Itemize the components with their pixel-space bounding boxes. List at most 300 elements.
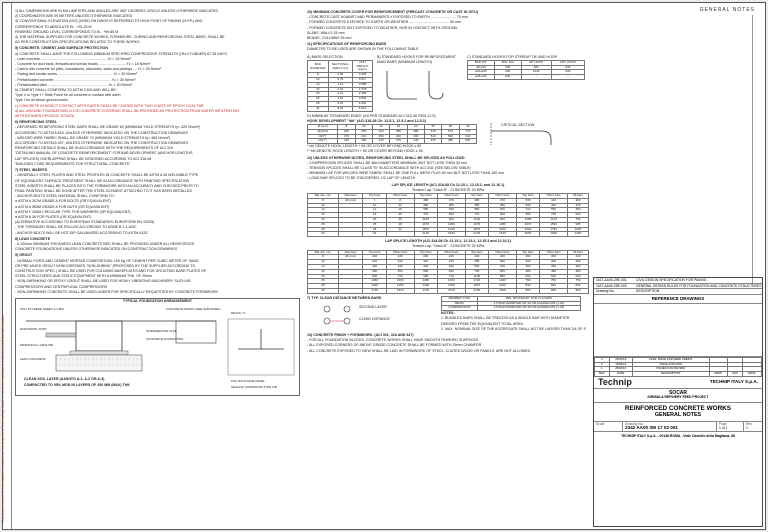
lap1-cell: 600 — [489, 213, 517, 218]
notes-column-1 — [15, 9, 300, 396]
note-line: 5) CONCRETE, CEMENT AND SURFACE PROTECTION — [15, 46, 108, 51]
title-block-footer: TECHNIP ITALY S.p.A. - 00148 ROMA - Viale Castello della Magliana, 68 — [621, 433, 735, 438]
lap1-cell: 480 — [414, 198, 437, 203]
revision-cell: DATE — [609, 372, 632, 377]
lap2-cell: 1310 — [437, 288, 465, 293]
note-line: - THE THREADED SHALL BE ROLLED ACCORDING TO ASME B 1.1-UNC — [15, 225, 137, 230]
lap1-cell: 480 — [414, 203, 437, 208]
lap2-cell: 1060 — [386, 279, 414, 284]
notes-list-2 — [307, 10, 589, 53]
revision-cell: FINAL ISSUE FOR FEED CREDIT — [632, 357, 709, 362]
ldh-note: ** ldh DENOTE HOOK LENGTH + 50 OR COVER BEYOND HOOK ≥ 50 — [307, 149, 423, 154]
ldh-table-cell: 215 — [372, 139, 389, 144]
bar-selection-block — [307, 55, 373, 112]
lap1-cell: 20 — [386, 213, 414, 218]
lap1-cell: 2320 — [516, 227, 539, 232]
lap2-cell: 710 — [386, 274, 414, 279]
bar-table-cell: 0.617 — [353, 78, 373, 83]
clear-distance-row — [442, 306, 581, 311]
lap1-cell: 2040 — [540, 232, 568, 237]
project-name: KIRIBALA REFINERY FEED PROJECT — [647, 395, 709, 400]
lap1-cell: 1440 — [489, 227, 517, 232]
lap1-cell: 12 — [386, 203, 414, 208]
clear-distance-cell: COMPRESSION — [442, 306, 478, 311]
lap1-cell: 16 — [308, 213, 339, 218]
lap1-header: Other bars — [386, 194, 414, 199]
lap1-cell: 1790 — [540, 227, 568, 232]
ldh-table-header: 16 — [390, 125, 407, 130]
clear-distance-cell: MIN. BOUNDARY FOR 2 LAYERS — [477, 296, 580, 301]
note-line: ACCORDING TO ASTM A 615, UNLESS OTHERWISE INDICATED ON THE CONSTRUCTION DRAWINGS — [15, 130, 188, 135]
lap1-cell: 1440 — [437, 227, 465, 232]
clear-distance-cell: BEAM — [442, 301, 478, 306]
hook-development-table — [307, 124, 477, 144]
bar-table-cell: 8.04 — [328, 106, 353, 111]
lap1-cell: 750 — [567, 218, 588, 223]
note-line: SLABS, WALLS 25 mm — [307, 30, 345, 35]
ldh-table-header: 10 — [355, 125, 372, 130]
bar-table-cell: 6.16 — [328, 102, 353, 107]
scale-cell — [594, 422, 623, 431]
note-line: - FORMED CONCRETE EXPOSED TO EARTH OR WEATHER ........................................ 50 mm — [307, 20, 462, 25]
lap-splice-table-20mpa — [307, 193, 589, 237]
note-line: 7) STEEL INSERTS — [15, 168, 48, 173]
lap2-cell: 890 — [489, 274, 517, 279]
lap2-cell: 2140 — [465, 288, 488, 293]
bar-table-cell: 8 — [308, 73, 329, 78]
lap1-subtitle: Tension Lap "Class B" - CONCRETE 20 MPa — [411, 187, 485, 192]
ldh-table-header: 25 — [424, 125, 441, 130]
lap1-header: Diameter — [338, 194, 362, 199]
finish-note-line: - ALL CONCRETE EXPOSED TO VIEW SHALL BE LAID IN FORMWORK OF STEEL, COATED WOOD OR PANELS, ARE NOT ALLOWED — [307, 348, 531, 353]
lap2-cell: 300 — [540, 255, 568, 260]
note-line: - Paving and similar works ....................................................... f'c = 30 N/mm² — [15, 72, 138, 77]
lap1-cell: 1050 — [567, 227, 588, 232]
note-line: - DEFORMED REINFORCING STEEL BARS SHALL BE GRADE 60 (MINIMUM YIELD STRENGTH fy= 420 N/mm²) — [15, 125, 201, 130]
revision-row — [595, 372, 762, 377]
lap2-cell: 750 — [516, 279, 539, 284]
spec-number: Drawing No. — [596, 289, 615, 294]
bar-table-cell: 1.13 — [328, 82, 353, 87]
lap1-cell — [338, 232, 362, 237]
note-line: a) CONCRETE SHALL HAVE THE FOLLOWING MINIMUM SPECIFIED COMPRESSIVE STRENGTH (ON CYLINDER) AT 28 DAYS: — [15, 51, 228, 56]
ldh-table-cell: 640 — [459, 134, 476, 139]
lap2-header: All bars — [567, 250, 588, 255]
clear-distance-cell: 1.5 BAR DIAMETER OR 40 OR AGGREGATE (1.33) — [477, 306, 580, 311]
lap1-cell: 460 — [540, 203, 568, 208]
clear-distance-note: DERIVED FROM THE EQUIVALENT TOTAL AREA. — [441, 321, 524, 326]
finish-note-line: - FOR ALL FOUNDATION BLOCKS, CONCRETE WORKS SHALL HAVE SMOOTH FINISHED SURFACES — [307, 338, 479, 343]
note-line: DIAMETER TO BE USED ARE SHOWN IN THE FOLLOWING TABLE — [307, 47, 419, 52]
bar-table-cell: 10 — [308, 78, 329, 83]
client-logo: SOCAR — [668, 389, 688, 396]
lap1-cell: 32 — [363, 232, 386, 237]
note-line: (ALTERNATIVE ACCORDING TO EUROPEAN STANDARDS: EUROFORM EN-10025) — [15, 220, 155, 225]
lap2-cell: 480 — [540, 269, 568, 274]
revision-cell: ISSUED FOR REVIEW — [632, 367, 709, 372]
ldh-table-row — [308, 139, 477, 144]
spec-number: 1167-AA00-29E-003 — [596, 283, 627, 288]
revision-cell: 25/10/16 — [609, 357, 632, 362]
lap1-cell: 600 — [437, 213, 465, 218]
spec-list — [594, 278, 762, 295]
hook-table-cell: 6db — [494, 70, 521, 75]
lap2-header: Top bars — [516, 250, 539, 255]
note-line: ACCORDING TO ASTM A 497, UNLESS OTHERWISE INDICATED ON THE CONSTRUCTION DRAWINGS. — [15, 141, 189, 146]
hook-table-cell: 6db — [551, 70, 584, 75]
bar-table-cell: 3.853 — [353, 97, 373, 102]
clear-distance-cell: MEMBER TYPE — [442, 296, 478, 301]
lap1-cell: 8 — [308, 198, 339, 203]
lap1-cell: 28 — [386, 222, 414, 227]
lap1-cell: 300 — [567, 198, 588, 203]
lap2-cell: 300 — [567, 260, 588, 265]
lap2-cell: 1490 — [363, 284, 386, 289]
lap1-cell: 1670 — [465, 222, 488, 227]
note-line: COMPRESSORS AND CENTRIFUGAL COMPRESSORS — [15, 284, 108, 289]
hook-table-header: MIN. DIA — [494, 60, 521, 65]
ldh-table-cell: 210 — [355, 134, 372, 139]
general-notes-header: GENERAL NOTES — [699, 7, 755, 13]
bar-table-cell: 4.834 — [353, 102, 373, 107]
note-line: 1) ALL DIMENSIONS ARE IN MILLIMETERS AND ANGLES ARE 360° DEGREES CIRCLE UNLESS OTHERWISE INDICATED — [15, 9, 219, 13]
clear-distance-sketch-wrap — [307, 296, 437, 332]
lap2-cell: 240 — [386, 255, 414, 260]
lap1-header: Top bars — [363, 194, 386, 199]
lap2-cell: 360 — [516, 264, 539, 269]
note-line: 3) CONVENTIONAL ELEVATION (ISO) (USED ON DWGS IS REFERRED TO HIGH POINT OF PAVING (H.P.P.) AND — [15, 19, 203, 24]
lap2-cell: 900 — [363, 274, 386, 279]
lap1-header: Other bars — [489, 194, 517, 199]
page-label: Page — [719, 421, 727, 426]
lap1-cell: 20 — [363, 218, 386, 223]
lap2-cell: 840 — [516, 284, 539, 289]
lap2-header: Top bars — [465, 250, 488, 255]
scale-label: Scale — [596, 421, 605, 426]
lap2-cell: 240 — [465, 255, 488, 260]
lap1-header: Top bars — [516, 194, 539, 199]
splice-note-line: - TENSION SPLICES SHALL BE CLASS "B" IN ACCORDANCE WITH ACI 318, (SEE BELOW TABLE) — [307, 166, 471, 170]
lap2-cell: 1330 — [489, 279, 517, 284]
lap2-cell: 300 — [516, 260, 539, 265]
ldh-table-cell: 770 — [459, 129, 476, 134]
bar-table-cell: 3.14 — [328, 92, 353, 97]
lap1-cell: 1640 — [437, 232, 465, 237]
detail-label: CLEAN SOIL LAYER (AASHTO A-1, A-2 OR A-3) — [24, 376, 105, 381]
note-line: 10) MINIMUM CONCRETE COVER FOR REINFORCEMENT (PRECAST CONCRETE OR CAST IN SITU) — [307, 10, 478, 14]
clear-distance-cell: 1.5 BAR DIAMETER OR 40 OR AGGREGATE (1.33) — [477, 301, 580, 306]
lap1-cell: 10 — [363, 203, 386, 208]
bar-table-cell: 32 — [308, 106, 329, 111]
lap2-cell: 840 — [567, 284, 588, 289]
hook-table-header: BAR NO. — [468, 60, 495, 65]
reference-drawings-label: REFERENCE DRAWINGS — [594, 295, 762, 304]
splice-note-line: 12) UNLESS OTHERWISE NOTED, REINFORCING STEEL SHALL BE SPLICED AS FOLLOWS: — [307, 155, 466, 160]
bar-table-caption: A) BARS SELECTION — [307, 54, 343, 59]
lap2-cell: 20 — [308, 274, 339, 279]
hook-dev-sketch-wrap — [481, 119, 581, 155]
note-line: OF EQUIVALENT SURFACE TREATMENT SHALL BE IN ACCORDANCE WITH PAINTING SPECIFICATION — [15, 178, 190, 183]
lap2-cell: 300 — [516, 255, 539, 260]
bar-table-header: UNIT WEIGHT (kg/m) — [353, 60, 373, 72]
detail-label: DETAIL "1" — [231, 310, 246, 315]
ldh-table-cell: 485 — [442, 139, 459, 144]
lap2-cell: 735 — [465, 269, 488, 274]
splice-note-line: - MINIMUM LAP FOR WELDED WIRE FABRIC SHALL BE ONE FULL MESH PLUS 50 mm BUT NOT LESS THAN 150 mm — [307, 171, 505, 176]
bar-table-cell: 6.313 — [353, 106, 373, 111]
hook-table-cell: 12db — [521, 70, 551, 75]
lap2-cell: 550 — [465, 264, 488, 269]
note-line: FINAL PAINTING SHALL BE DONE AFTER THE STEEL ELEMENT ATTACHED TO IT HAS BEEN INSTALLED — [15, 188, 193, 193]
hook-dev-notes — [307, 144, 477, 154]
lap2-cell: 240 — [437, 255, 465, 260]
ldh-table-cell: 320 — [390, 134, 407, 139]
clear-distance-notes-title: NOTES: — [441, 311, 455, 316]
lap2-cell: 1060 — [437, 279, 465, 284]
lap2-cell: 590 — [363, 269, 386, 274]
reference-drawings-area — [594, 304, 762, 357]
lap2-header: Top bars — [363, 250, 386, 255]
page-number: 1 of 1 — [719, 426, 728, 431]
hook-table-cell: ø28-ø32 — [468, 75, 495, 80]
lap2-cell: 750 — [540, 279, 568, 284]
side-confidentiality-strip — [3, 3, 12, 529]
clear-distance-note: 2. MAX. NOMINAL SIZE OF THE AGGREGATE SHALL NOT BE LARGER THAN 3/4 OF S — [441, 326, 586, 331]
detail-label: INTERMEDIATE SLAB — [146, 328, 177, 333]
lap1-cell: 25 — [308, 222, 339, 227]
note-line: REINFORCING DETAILS SHALL BE IN ACCORDANCE WITH THE REQUIREMENTS OF ACI 315 — [15, 146, 173, 151]
detail-label: POLYETHYLENE PANEL — [231, 378, 266, 383]
lap1-cell: 28 — [308, 227, 339, 232]
note-line: CONSTRUCTION SPEC.) SHALL BE USED FOR COLUMNS BASEPLATES AND FOR GROUTING BASE PLATES OF — [15, 268, 207, 273]
detail-label: EXPANSION JOINT — [20, 326, 47, 331]
lap1-cell: 1280 — [437, 222, 465, 227]
revision-cell: DESCRIPTION — [632, 372, 709, 377]
ldh-table-cell: ldh(**) — [308, 139, 338, 144]
revision-table — [594, 357, 762, 377]
lap1-cell: 1640 — [489, 232, 517, 237]
right-panel — [593, 7, 761, 525]
lap1-cell: 1 — [363, 198, 386, 203]
note-line: OR PRE-MIXED GROUT NONCORRODED "NON-SHRINK" (PROPOSED BY THE SUPPLIER ACCORDING TO — [15, 263, 196, 268]
clear-distance-table-wrap — [441, 295, 586, 332]
note-line: c) CONCRETE IN DIRECT CONTACT WITH EARTH SHALL BE COATED WITH TWO COATS OF EPOXY COAL TAR — [15, 103, 204, 108]
second-layer-label: SECOND LAYER — [359, 305, 387, 310]
note-line: - Cast in situ concrete for piles, foundations, structures, walls and pavings .... f'c = 25 N/mm² — [15, 67, 162, 72]
note-line: - A 100mm MINIMUM THICKNESS LEAN CONCRETE BED SHALL BE PROVIDED UNDER ALL REINFORCED — [15, 241, 195, 246]
splice-note-line: - COMPRESSION SPLICES SHALL BE 48d DIAMETERS MINIMUM, BUT NOT LESS THAN 30 mm — [307, 160, 468, 165]
hook-table-cell: -- — [521, 75, 551, 80]
note-line: STEEL INSERTS SHALL BE PLACED INTO THE FORMWORK WITH AN ACCURACY AND CHECKED PRIOR TO — [15, 183, 199, 188]
ldh-table-cell: 250 — [355, 129, 372, 134]
bar-table-cell: 1.578 — [353, 87, 373, 92]
notes-list-1 — [15, 9, 300, 295]
lap2-header: Diameter — [338, 250, 362, 255]
lap1-cell: 920 — [489, 218, 517, 223]
lap1-cell: 1480 — [516, 218, 539, 223]
ldh-table-cell: 550 — [459, 139, 476, 144]
lap2-cell: 440 — [414, 264, 437, 269]
note-line: - WELDED WIRE FABRIC SHALL BE GRADE 70 (MINIMUM YIELD STRENGTH fy= 485 N/mm²) — [15, 135, 171, 140]
detail-label: SEALING COMPOUND TYPE A/B — [231, 384, 277, 389]
note-line: BEAMS, COLUMNS 35 mm — [307, 36, 352, 41]
clear-distance-block — [307, 296, 589, 332]
lap1-cell: 960 — [516, 213, 539, 218]
note-line: Type II or Type I + Slide Force for all concrete in contact with earth — [15, 93, 121, 98]
critical-section-label: CRITICAL SECTION — [501, 122, 535, 127]
note-line: - NON-SHRINKING CONCRETE SHALL BE USED UNDER FOR SPECIFICALLY REQUESTED BY CONCRETE FORMWORK — [15, 289, 218, 294]
lap2-cell: 1380 — [414, 279, 437, 284]
stirrup-hook-table — [467, 60, 585, 80]
note-line: - ANCHOR BOLTS STEEL MATERIAL SHALL CONFORM TO: — [15, 194, 115, 199]
ldh-table-cell: 180 — [355, 139, 372, 144]
rev-number: 1 — [746, 426, 748, 431]
lap2-cell: 25 — [308, 279, 339, 284]
detail-label: CONCRETE PAVING (SEE SUB.PANEL) — [166, 306, 221, 311]
lap1-cell: 410 — [540, 198, 568, 203]
ldh-table-header: 32 — [459, 125, 476, 130]
revision-strip — [752, 15, 761, 285]
lap1-cell — [386, 232, 414, 237]
revision-cell: 15/06/16 — [609, 362, 632, 367]
lap1-cell: 2140 — [465, 232, 488, 237]
lap2-cell: 840 — [540, 284, 568, 289]
lap1-cell: 12 — [308, 208, 339, 213]
hook-dev-table-wrap — [307, 119, 477, 155]
lap1-cell: 1190 — [465, 218, 488, 223]
ldh-table-header: 8 — [338, 125, 355, 130]
lap1-cell: 450 — [437, 208, 465, 213]
hook-dev-caption: D) MINIMUM "STANDARD ENDS" (AS PER STANDARD ACI 318-08 ITEM 12.5) — [307, 113, 436, 118]
lap1-cell: 920 — [437, 218, 465, 223]
lap2-cell: 32 — [308, 288, 339, 293]
lap2-cell: 28 — [308, 284, 339, 289]
lap1-cell: 25 — [363, 222, 386, 227]
lap2-subtitle: Tension Lap "Class B" - CONCRETE 25 MPa — [411, 244, 485, 249]
hook-table-cell: 6db — [521, 65, 551, 70]
lap2-title: LAP SPLICE LENGTH (ACI 318-08 Ch 12.15.1, 12.15.2, 12.15.3 and 12.16.1) — [385, 239, 511, 244]
drawing-subtitle: GENERAL NOTES — [654, 411, 702, 418]
lap-splice-table-2-block — [307, 239, 589, 294]
lap1-header: Other bars — [437, 194, 465, 199]
lap2-cell: 310 — [363, 260, 386, 265]
note-line: 8) LEAN CONCRETE — [15, 236, 51, 241]
ldh-note: * ldh DENOTE HOOK LENGTH + 65 OR COVER BEYOND HOOK ≥ 50 — [307, 144, 422, 149]
lap2-cell: 1440 — [489, 284, 517, 289]
ldh-table-cell: 300 — [372, 129, 389, 134]
bar-table-cell: 4.91 — [328, 97, 353, 102]
lap1-cell: 480 — [465, 198, 488, 203]
lap1-cell: 380 — [489, 203, 517, 208]
detail-label: CONCRETE FOUNDATION — [146, 336, 184, 341]
lap1-cell: 1870 — [414, 227, 437, 232]
note-line: - Prefabricated concrete ......................................................... f'c = 30 N/mm² — [15, 77, 136, 82]
note-line: CONCRETE FOUNDATIONS UNLESS OTHERWISE INDICATED ON CONSTRUCTION DRAWINGS — [15, 247, 178, 252]
lap2-cell: 360 — [567, 264, 588, 269]
lap2-cell: 590 — [414, 269, 437, 274]
detail-label: POLYSTYRENE SHEET 2-4 MM — [20, 306, 64, 311]
lap1-header: Other bars — [540, 194, 568, 199]
finish-note-line: 13) CONCRETE FINISH + FORMWORK: (ACI 301, 318 AND 347) — [307, 332, 414, 337]
clear-distance-table — [441, 296, 581, 311]
ldh-table-cell: 400 — [407, 134, 424, 139]
spec-title: DESCRIPTION — [636, 289, 660, 294]
hook-development-block — [307, 114, 589, 155]
bar-table-header: BAR DIAMETER — [308, 60, 329, 72]
ldh-table-cell: 345 — [407, 139, 424, 144]
lap1-cell: 370 — [437, 198, 465, 203]
note-line: Type I for all above ground works — [15, 98, 68, 103]
note-line: "DETAILING MANUAL OF CONCRETE REINFORCEMENT" FOR BAR DEVELOPMENT (ANCHOR LENGTHS, — [15, 151, 194, 156]
drawing-title-row — [594, 403, 762, 422]
bar-table-cell: 0.79 — [328, 78, 353, 83]
lap2-cell: 310 — [414, 260, 437, 265]
lap2-cell: 600 — [540, 274, 568, 279]
bar-table-cell: 28 — [308, 102, 329, 107]
note-line: "BUILDING CODE REQUIREMENTS FOR STRUCTURAL CONCRETE" — [15, 161, 131, 166]
company-row — [594, 377, 762, 389]
lap2-cell: 1870 — [465, 284, 488, 289]
revision-cell: ISSUE FOR IFDS — [632, 362, 709, 367]
lap1-cell: 1140 — [540, 218, 568, 223]
lap1-cell: 2070 — [516, 222, 539, 227]
lap2-header: Other bars — [437, 250, 465, 255]
lap2-cell: 1490 — [414, 284, 437, 289]
bar-table-cell: 0.888 — [353, 82, 373, 87]
clear-distance-notes — [441, 316, 586, 332]
lap1-cell: 1590 — [540, 222, 568, 227]
company-name: TECHNIP ITALY S.p.A. — [709, 378, 758, 384]
ldh-table-header: 28 — [442, 125, 459, 130]
note-line: AS PER CONSTRUCTION SPECIFICATIONS RELATED TO THESE WORKS. — [15, 40, 141, 45]
lap1-row — [308, 232, 589, 237]
lap1-cell: 720 — [516, 208, 539, 213]
ldh-table-cell: 380 — [390, 129, 407, 134]
ldh-table-cell: ldh(*) — [308, 134, 338, 139]
bar-tables-row — [307, 55, 589, 112]
lap2-cell: 240 — [386, 260, 414, 265]
ldh-table-cell: ldh(N/A) — [308, 129, 338, 134]
note-line: - Prefabricated piles ............................................................ f'c = 30 N/mm² — [15, 82, 133, 87]
hook-table-cell: 6db — [551, 65, 584, 70]
hook-dev-title: HOOK DEVELOPMENT "ldh" (ACI 318-08 Ch. 12.5.1, 12.5.2 and 12.5.3) — [307, 118, 426, 123]
lap2-cell: 240 — [414, 255, 437, 260]
drawing-number: 2342 AA00 3W 17 02 001 — [625, 425, 678, 431]
lap2-cell: 480 — [567, 269, 588, 274]
revision-cell: 3 — [595, 357, 610, 362]
note-line: ● ASTM A 563M GRADE A FOR NUTS (OR EQUIVALENT) — [15, 204, 110, 209]
lap2-cell: 240 — [363, 255, 386, 260]
lap2-cell: 900 — [414, 274, 437, 279]
typical-foundation-detail — [15, 298, 300, 396]
note-line: - Concrete for duct bank, firewalls and similar blocks ........................... f'c = 18 N/mm² — [15, 62, 151, 67]
lap1-cell: 450 — [489, 208, 517, 213]
note-line: WITH BITUMEN EPOXIDIC STRATA — [15, 114, 75, 119]
detail-label: MINIMUM ALL AROUND — [20, 342, 54, 347]
lap1-cell: 1200 — [567, 232, 588, 237]
side-note-text: This document and the information it contains are the property of Technip Italy S.p.A. — not to be reproduced or disclosed without authorization — [1, 314, 5, 523]
rev-cell — [744, 422, 762, 431]
lap1-header: All bars — [567, 194, 588, 199]
lap1-cell: 2140 — [414, 232, 437, 237]
lap1-cell: 450 — [567, 208, 588, 213]
ldh-table-cell: 435 — [424, 139, 441, 144]
lap-splice-table-1-block — [307, 183, 589, 238]
lap2-cell: 1130 — [465, 274, 488, 279]
bar-table-cell: 25 — [308, 97, 329, 102]
lap2-cell: 340 — [386, 264, 414, 269]
lap2-cell: 240 — [437, 260, 465, 265]
